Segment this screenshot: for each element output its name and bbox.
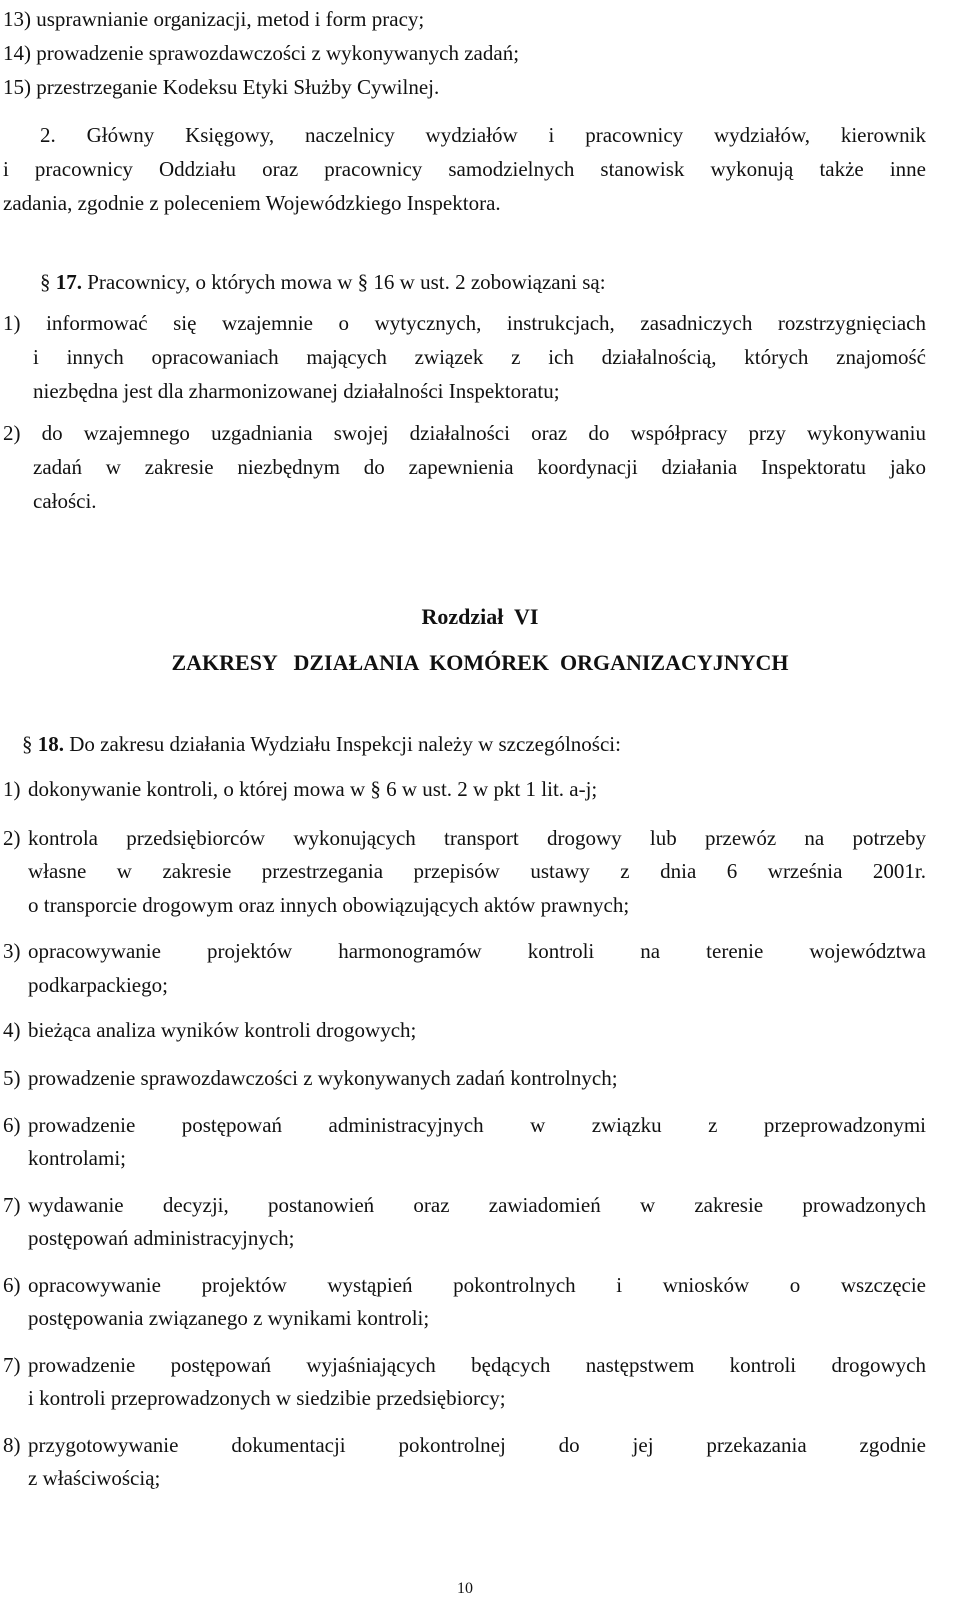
s18-item-8-line-1: przygotowywanie dokumentacji pokontrolnej do jej przekazania zgodnie	[28, 1433, 926, 1457]
paragraph-sign: §	[22, 732, 33, 756]
s18-item-4-num: 4)	[3, 1018, 21, 1042]
s18-item-7-line-1: wydawanie decyzji, postanowień oraz zawiadomień w zakresie prowadzonych	[28, 1193, 926, 1217]
chapter-subtitle: ZAKRESY DZIAŁANIA KOMÓREK ORGANIZACYJNYCH	[171, 650, 789, 675]
s18-item-6b-line-2: postępowania związanego z wynikami kontroli;	[28, 1306, 430, 1330]
s18-item-7b-line-1: prowadzenie postępowań wyjaśniających będących następstwem kontroli drogowych	[28, 1353, 926, 1377]
s17-item-1-line-1: 1) informować się wzajemnie o wytycznych, instrukcjach, zasadniczych rozstrzygnięciach	[3, 311, 926, 335]
s17-item-1-line-2: i innych opracowaniach mających związek z ich działalnością, których znajomość	[33, 345, 926, 369]
section-17-intro	[40, 269, 606, 295]
item-14: 14) prowadzenie sprawozdawczości z wykonywanych zadań;	[3, 41, 520, 65]
s18-item-3-line-1: opracowywanie projektów harmonogramów kontroli na terenie województwa	[28, 939, 926, 963]
s18-item-5-line-1: prowadzenie sprawozdawczości z wykonywanych zadań kontrolnych;	[28, 1066, 618, 1090]
paragraph-sign: §	[357, 270, 369, 294]
section-17-intro-b: 16 w ust. 2 zobowiązani są:	[373, 270, 606, 294]
s18-item-1-line-1: dokonywanie kontroli, o której mowa w § 6 w ust. 2 w pkt 1 lit. a-j;	[28, 777, 598, 801]
s18-item-7-line-2: postępowań administracyjnych;	[28, 1226, 295, 1250]
s18-item-3-line-2: podkarpackiego;	[28, 973, 168, 997]
s18-item-4-line-1: bieżąca analiza wyników kontroli drogowych;	[28, 1018, 417, 1042]
s18-item-2-num: 2)	[3, 826, 21, 850]
s18-item-6-line-1: prowadzenie postępowań administracyjnych w związku z przeprowadzonymi	[28, 1113, 926, 1137]
s18-item-7-num: 7)	[3, 1193, 21, 1217]
paragraph-sign: §	[40, 270, 51, 294]
item-15: 15) przestrzeganie Kodeksu Etyki Służby Cywilnej.	[3, 75, 440, 99]
para-2-line-1: 2. Główny Księgowy, naczelnicy wydziałów i pracownicy wydziałów, kierownik	[40, 123, 926, 147]
s18-item-1-num: 1)	[3, 777, 21, 801]
s18-item-3-num: 3)	[3, 939, 21, 963]
s17-item-2-line-3: całości.	[33, 489, 97, 513]
s18-item-2-line-2: własne w zakresie przestrzegania przepisów ustawy z dnia 6 września 2001r.	[28, 859, 926, 883]
s18-item-6-line-2: kontrolami;	[28, 1146, 126, 1170]
s18-item-7b-line-2: i kontroli przeprowadzonych w siedzibie przedsiębiorcy;	[28, 1386, 506, 1410]
s18-item-8-line-2: z właściwością;	[28, 1466, 161, 1490]
s18-item-2-line-3: o transporcie drogowym oraz innych obowiązujących aktów prawnych;	[28, 893, 630, 917]
s18-item-6-num: 6)	[3, 1113, 21, 1137]
para-2-line-2: i pracownicy Oddziału oraz pracownicy samodzielnych stanowisk wykonują także inne	[3, 157, 926, 181]
section-18-number: 18.	[37, 732, 64, 756]
s18-item-8-num: 8)	[3, 1433, 21, 1457]
page-number: 10	[457, 1580, 473, 1597]
s18-item-7b-num: 7)	[3, 1353, 21, 1377]
s17-item-1-line-3: niezbędna jest dla zharmonizowanej działalności Inspektoratu;	[33, 379, 560, 403]
s17-item-2-line-1: 2) do wzajemnego uzgadniania swojej działalności oraz do współpracy przy wykonywaniu	[3, 421, 926, 445]
section-17-intro-a: Pracownicy, o których mowa w	[87, 270, 353, 294]
item-13: 13) usprawnianie organizacji, metod i form pracy;	[3, 7, 425, 31]
para-2-line-3: zadania, zgodnie z poleceniem Wojewódzkiego Inspektora.	[3, 191, 501, 215]
section-18-intro	[22, 731, 621, 757]
s18-item-6b-line-1: opracowywanie projektów wystąpień pokontrolnych i wniosków o wszczęcie	[28, 1273, 926, 1297]
s18-item-6b-num: 6)	[3, 1273, 21, 1297]
s18-item-2-line-1: kontrola przedsiębiorców wykonujących transport drogowy lub przewóz na potrzeby	[28, 826, 926, 850]
section-17-number: 17.	[55, 270, 82, 294]
section-18-intro-text: Do zakresu działania Wydziału Inspekcji należy w szczególności:	[69, 732, 621, 756]
chapter-title: Rozdział VI	[421, 604, 539, 629]
s17-item-2-line-2: zadań w zakresie niezbędnym do zapewnienia koordynacji działania Inspektoratu jako	[33, 455, 926, 479]
s18-item-5-num: 5)	[3, 1066, 21, 1090]
